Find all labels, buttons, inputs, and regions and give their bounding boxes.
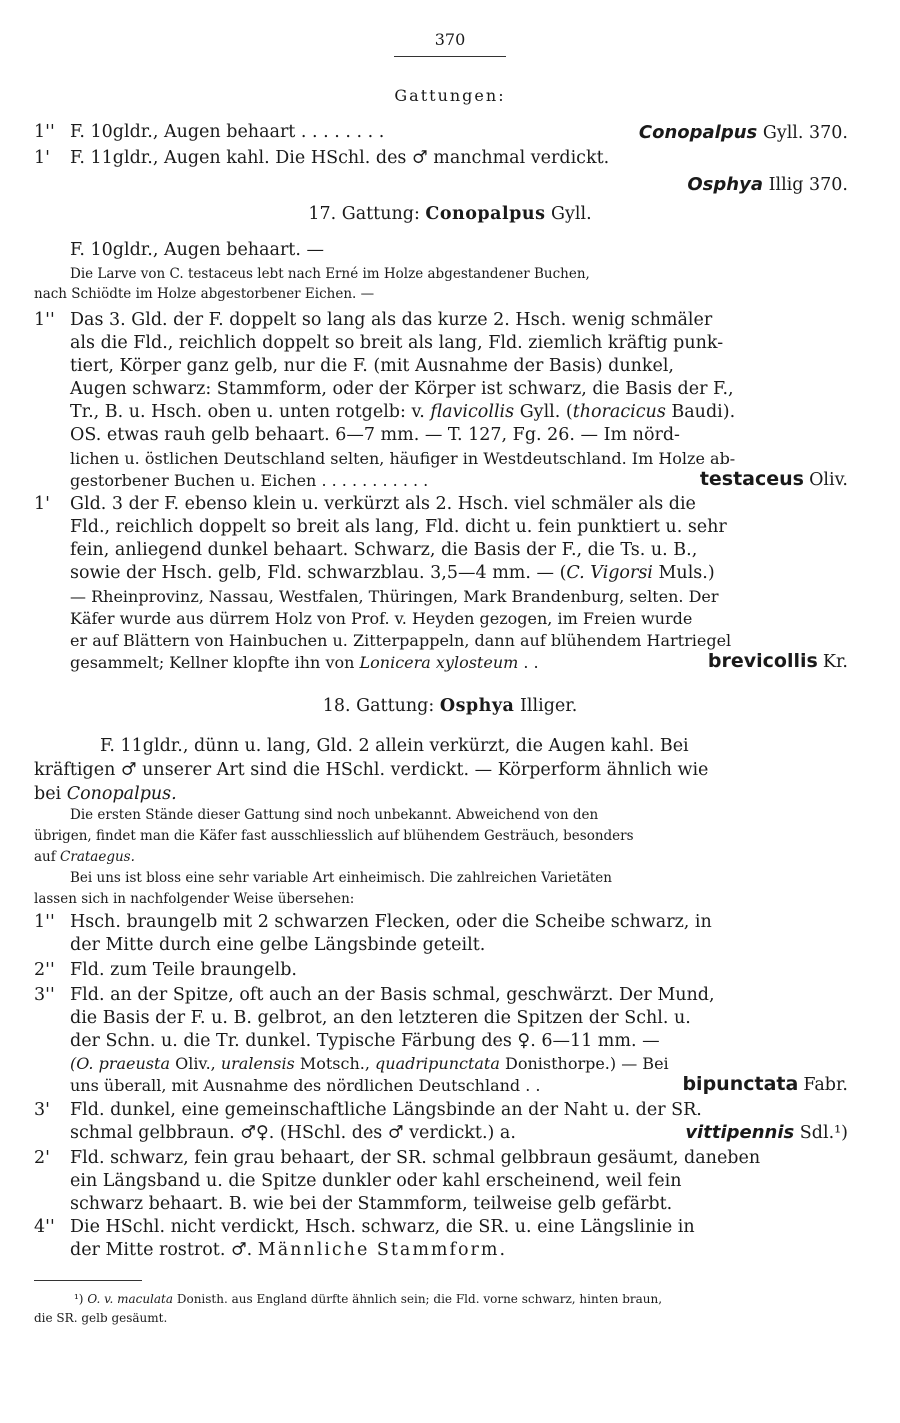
book-page: 370 Gattungen: 1'' F. 10gldr., Augen behaart . . . . . . . . Conopalpus Gyll. 370. 1' F. 11gldr., Augen kahl. Die HSchl. des ♂ manchmal verdickt. Osphya Illig 370. 17. Gattung: Conopalpus Gyll. F. 10gldr., Augen behaart. — Die Larve von C. testaceus lebt nach Erné im Holze abgestandener Buchen, nach Schiödte im Holze abgestorbener Eichen. — 1'' Das 3. Gld. der F. doppelt so lang als das kurze 2. Hsch. wenig schmäler als die Fld., reichlich doppelt so breit als lang, Fld. ziemlich kräftig punk- tiert, Körper ganz gelb, nur die F. (mit Ausnahme der Basis) dunkel, Augen schwarz: Stammform, oder der Körper ist schwarz, die Basis der F., Tr., B. u. Hsch. oben u. unten rotgelb: v. flavicollis Gyll. (thoracicus Baudi). OS. etwas rauh gelb behaart. 6—7 mm. — T. 127, Fg. 26. — Im nörd- lichen u. östlichen Deutschland selten, häufiger in Westdeutschland. Im Holze ab- gestorbener Buchen u. Eichen . . . . . . . . . . . testaceus Oliv. 1' Gld. 3 der F. ebenso klein u. verkürzt als 2. Hsch. viel schmäler als die Fld., reichlich doppelt so breit als lang, Fld. dicht u. fein punktiert u. sehr fein, anliegend dunkel behaart. Schwarz, die Basis der F., die Ts. u. B., sowie der Hsch. gelb, Fld. schwarzblau. 3,5—4 mm. — (C. Vigorsi Muls.) — Rheinprovinz, Nassau, Westfalen, Thüringen, Mark Brandenburg, selten. Der Käfer wurde aus dürrem Holz von Prof. v. Heyden gezogen, im Freien wurde er auf Blättern von Hainbuchen u. Zitterpappeln, dann auf blühendem Hartriegel gesammelt; Kellner klopfte ihn von Lonicera xylosteum . . brevicollis Kr. 18. Gattung: Osphya Illiger. F. 11gldr., dünn u. lang, Gld. 2 allein verkürzt, die Augen kahl. Bei kräftigen ♂ unserer Art sind die HSchl. verdickt. — Körperform ähnlich wie bei Conopalpus. Die ersten Stände dieser Gattung sind noch unbekannt. Abweichend von den übrigen, findet man die Käfer fast ausschliesslich auf blühendem Gesträuch, besonders auf Crataegus. Bei uns ist bloss eine sehr variable Art einheimisch. Die zahlreichen Varietäten lassen sich in nachfolgender Weise übersehen: 1'' Hsch. braungelb mit 2 schwarzen Flecken, oder die Scheibe schwarz, in der Mitte durch eine gelbe Längsbinde geteilt. 2'' Fld. zum Teile braungelb. 3'' Fld. an der Spitze, oft auch an der Basis schmal, geschwärzt. Der Mund, die Basis der F. u. B. gelbrot, an den letzteren die Spitzen der Schl. u. der Schn. u. die Tr. dunkel. Typische Färbung des ♀. 6—11 mm. — (O. praeusta Oliv., uralensis Motsch., quadripunctata Donisthorpe.) — Bei uns überall, mit Ausnahme des nördlichen Deutschland . . bipunctata Fabr. 3' Fld. dunkel, eine gemeinschaftliche Längsbinde an der Naht u. der SR. schmal gelbbraun. ♂♀. (HSchl. des ♂ verdickt.) a. vittipennis Sdl.¹) 2' Fld. schwarz, fein grau behaart, der SR. schmal gelbbraun gesäumt, daneben ein Längsband u. die Spitze dunkler oder kahl erscheinend, weil fein schwarz behaart. B. wie bei der Stammform, teilweise gelb gefärbt. 4'' Die HSchl. nicht verdickt, Hsch. schwarz, die SR. u. eine Längslinie in der Mitte rostrot. ♂. Männliche Stammform. ¹) O. v. maculata Donisth. aus England dürfte ähnlich sein; die Fld. vorne schwarz, hinten braun, die SR. gelb gesäumt. [0,0,900,1423]
genus-name: Conopalpus [638,122,758,143]
page-number: 370 [434,30,466,49]
footnote-rule [34,1280,142,1281]
section-heading-17: 17. Gattung: Conopalpus Gyll. [308,204,592,224]
genus-name: Osphya [687,174,763,195]
species-name: vittipennis [685,1122,795,1143]
gattungen-heading: Gattungen: [394,86,506,105]
variety-name: flavicollis [430,402,515,422]
genus-title: Conopalpus [425,204,546,224]
species-name: testaceus [699,468,804,490]
species-name: brevicollis [707,650,818,672]
species-name: bipunctata [682,1073,799,1095]
form-name: Männliche Stammform. [257,1240,508,1260]
genus-title: Osphya [439,696,515,716]
page-number-rule [394,56,506,57]
section-heading-18: 18. Gattung: Osphya Illiger. [322,696,578,716]
